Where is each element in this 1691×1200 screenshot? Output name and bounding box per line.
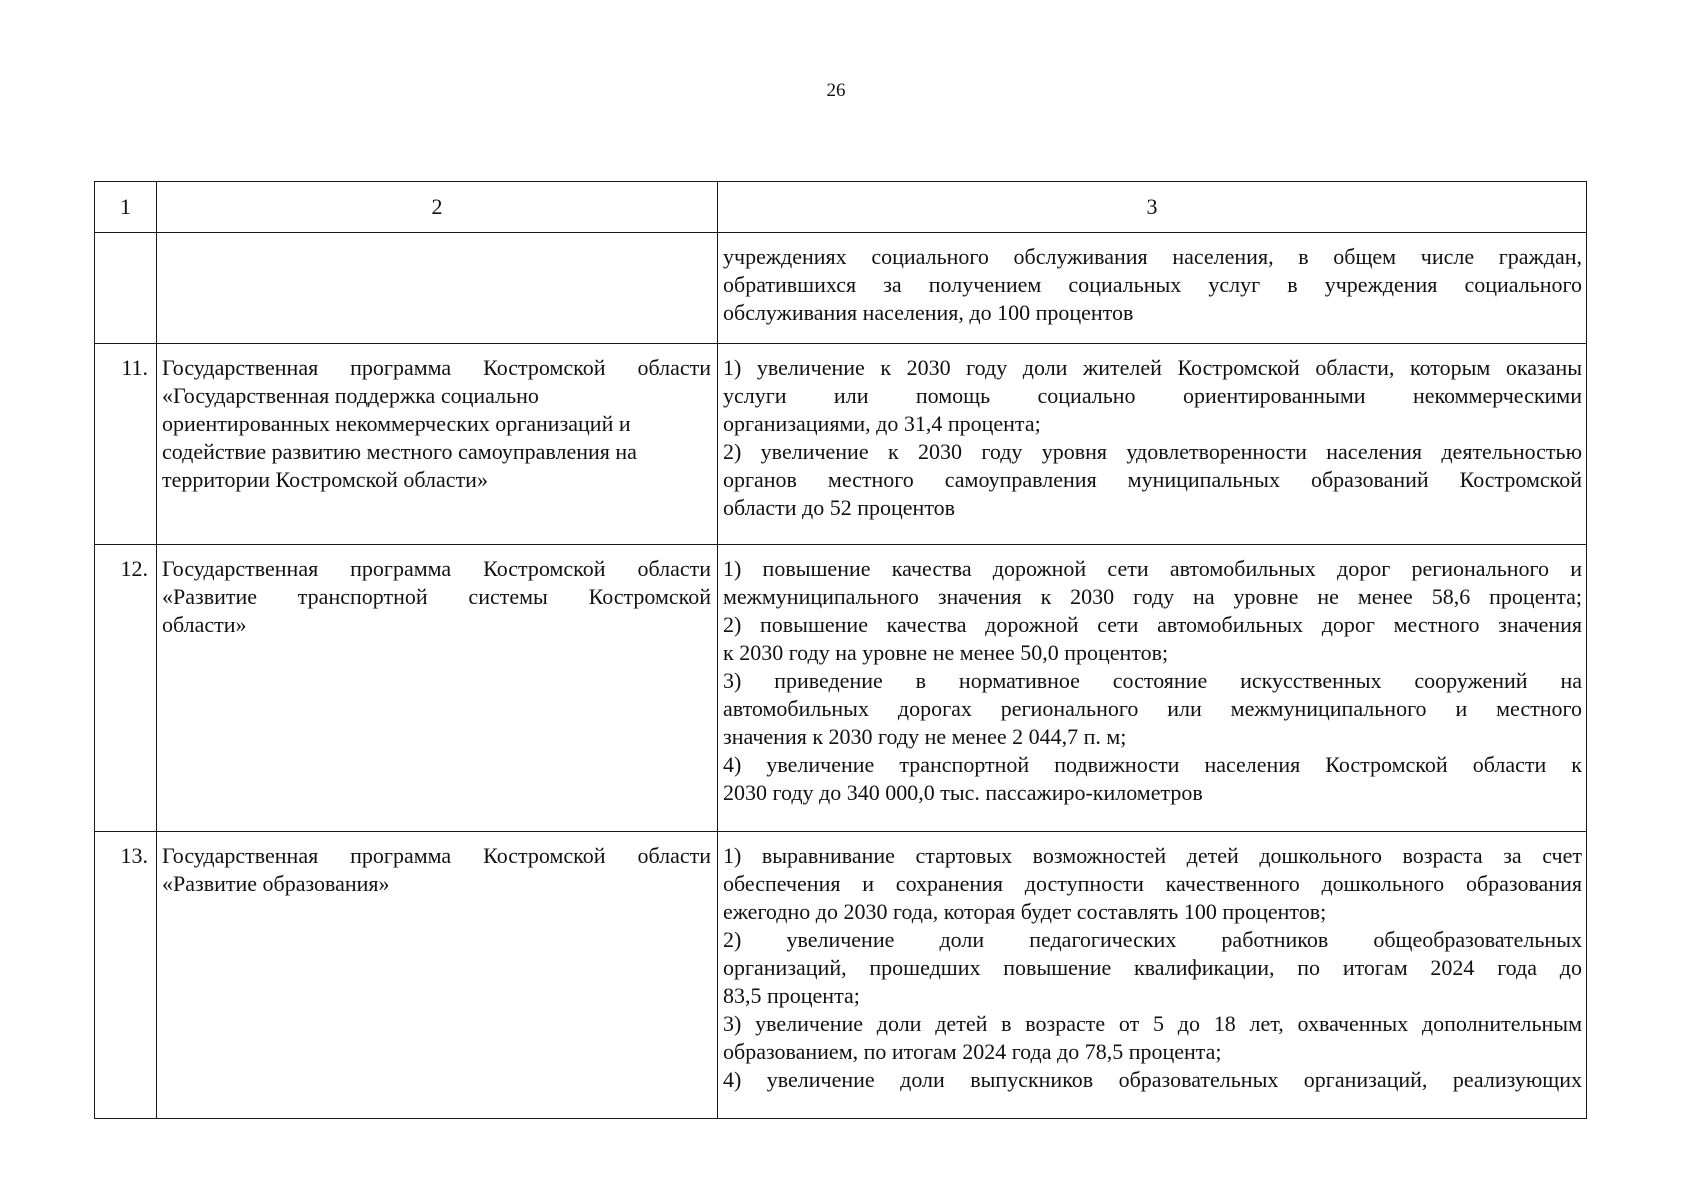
goal-line: 3) увеличение доли детей в возрасте от 5 до 18 лет, охваченных дополнительным: [723, 1011, 1582, 1036]
table-row: [95, 344, 1587, 545]
program-goals-cell: [718, 832, 1587, 1119]
name-line: содействие развитию местного самоуправления на: [162, 439, 637, 464]
program-goals-cell: [718, 233, 1587, 344]
table-header: [95, 182, 1587, 233]
goal-line: 1) повышение качества дорожной сети автомобильных дорог регионального и: [723, 556, 1582, 581]
name-line: «Развитие транспортной системы Костромской: [162, 584, 711, 609]
name-line: Государственная программа Костромской области: [162, 843, 711, 868]
program-name-cell: [157, 344, 718, 545]
goal-line: учреждениях социального обслуживания населения, в общем числе граждан,: [723, 244, 1582, 269]
goal-line: обеспечения и сохранения доступности качественного дошкольного образования: [723, 871, 1582, 896]
program-goals-cell: [718, 545, 1587, 832]
goal-line: 83,5 процента;: [723, 983, 860, 1008]
name-line: «Государственная поддержка социально: [162, 383, 539, 408]
goal-line: ежегодно до 2030 года, которая будет составлять 100 процентов;: [723, 899, 1327, 924]
table-row: [95, 832, 1587, 1119]
goal-line: 1) увеличение к 2030 году доли жителей Костромской области, которым оказаны: [723, 355, 1582, 380]
program-name-cell: [157, 233, 718, 344]
goal-line: обратившихся за получением социальных услуг в учреждения социального: [723, 272, 1582, 297]
page-number: 26: [826, 80, 846, 101]
goal-line: услуги или помощь социально ориентированными некоммерческими: [723, 383, 1582, 408]
table-row: [95, 545, 1587, 832]
goal-line: к 2030 году на уровне не менее 50,0 процентов;: [723, 640, 1169, 665]
name-line: ориентированных некоммерческих организаций и: [162, 411, 631, 436]
header-col-1: 1: [95, 182, 157, 233]
name-line: области»: [162, 612, 247, 637]
goal-line: 2) увеличение к 2030 году уровня удовлетворенности населения деятельностью: [723, 439, 1582, 464]
goal-line: органов местного самоуправления муниципальных образований Костромской: [723, 467, 1582, 492]
header-col-3: 3: [718, 182, 1587, 233]
goal-line: 3) приведение в нормативное состояние искусственных сооружений на: [723, 668, 1582, 693]
row-number-cell: 12.: [95, 545, 157, 832]
goal-line: межмуниципального значения к 2030 году на уровне не менее 58,6 процента;: [723, 584, 1582, 609]
goal-line: 1) выравнивание стартовых возможностей детей дошкольного возраста за счет: [723, 843, 1582, 868]
table-row: [95, 233, 1587, 344]
goal-line: автомобильных дорогах регионального или межмуниципального и местного: [723, 696, 1582, 721]
row-number-cell: 11.: [95, 344, 157, 545]
program-name-cell: [157, 832, 718, 1119]
goal-line: 4) увеличение транспортной подвижности населения Костромской области к: [723, 752, 1582, 777]
name-line: Государственная программа Костромской области: [162, 556, 711, 581]
program-name-cell: [157, 545, 718, 832]
goal-line: 2) повышение качества дорожной сети автомобильных дорог местного значения: [723, 612, 1582, 637]
goal-line: обслуживания населения, до 100 процентов: [723, 300, 1134, 325]
goal-line: 4) увеличение доли выпускников образовательных организаций, реализующих: [723, 1067, 1582, 1092]
goal-line: значения к 2030 году не менее 2 044,7 п. м;: [723, 724, 1127, 749]
goal-line: области до 52 процентов: [723, 495, 956, 520]
name-line: территории Костромской области»: [162, 467, 488, 492]
name-line: Государственная программа Костромской области: [162, 355, 711, 380]
row-number-cell: 13.: [95, 832, 157, 1119]
program-goals-cell: [718, 344, 1587, 545]
document-table: [94, 181, 1587, 1119]
goal-line: 2030 году до 340 000,0 тыс. пассажиро-километров: [723, 780, 1203, 805]
goal-line: организаций, прошедших повышение квалификации, по итогам 2024 года до: [723, 955, 1582, 980]
goal-line: образованием, по итогам 2024 года до 78,5 процента;: [723, 1039, 1222, 1064]
name-line: «Развитие образования»: [162, 871, 390, 896]
header-col-2: 2: [157, 182, 718, 233]
row-number-cell: [95, 233, 157, 344]
goal-line: организациями, до 31,4 процента;: [723, 411, 1041, 436]
goal-line: 2) увеличение доли педагогических работников общеобразовательных: [723, 927, 1582, 952]
